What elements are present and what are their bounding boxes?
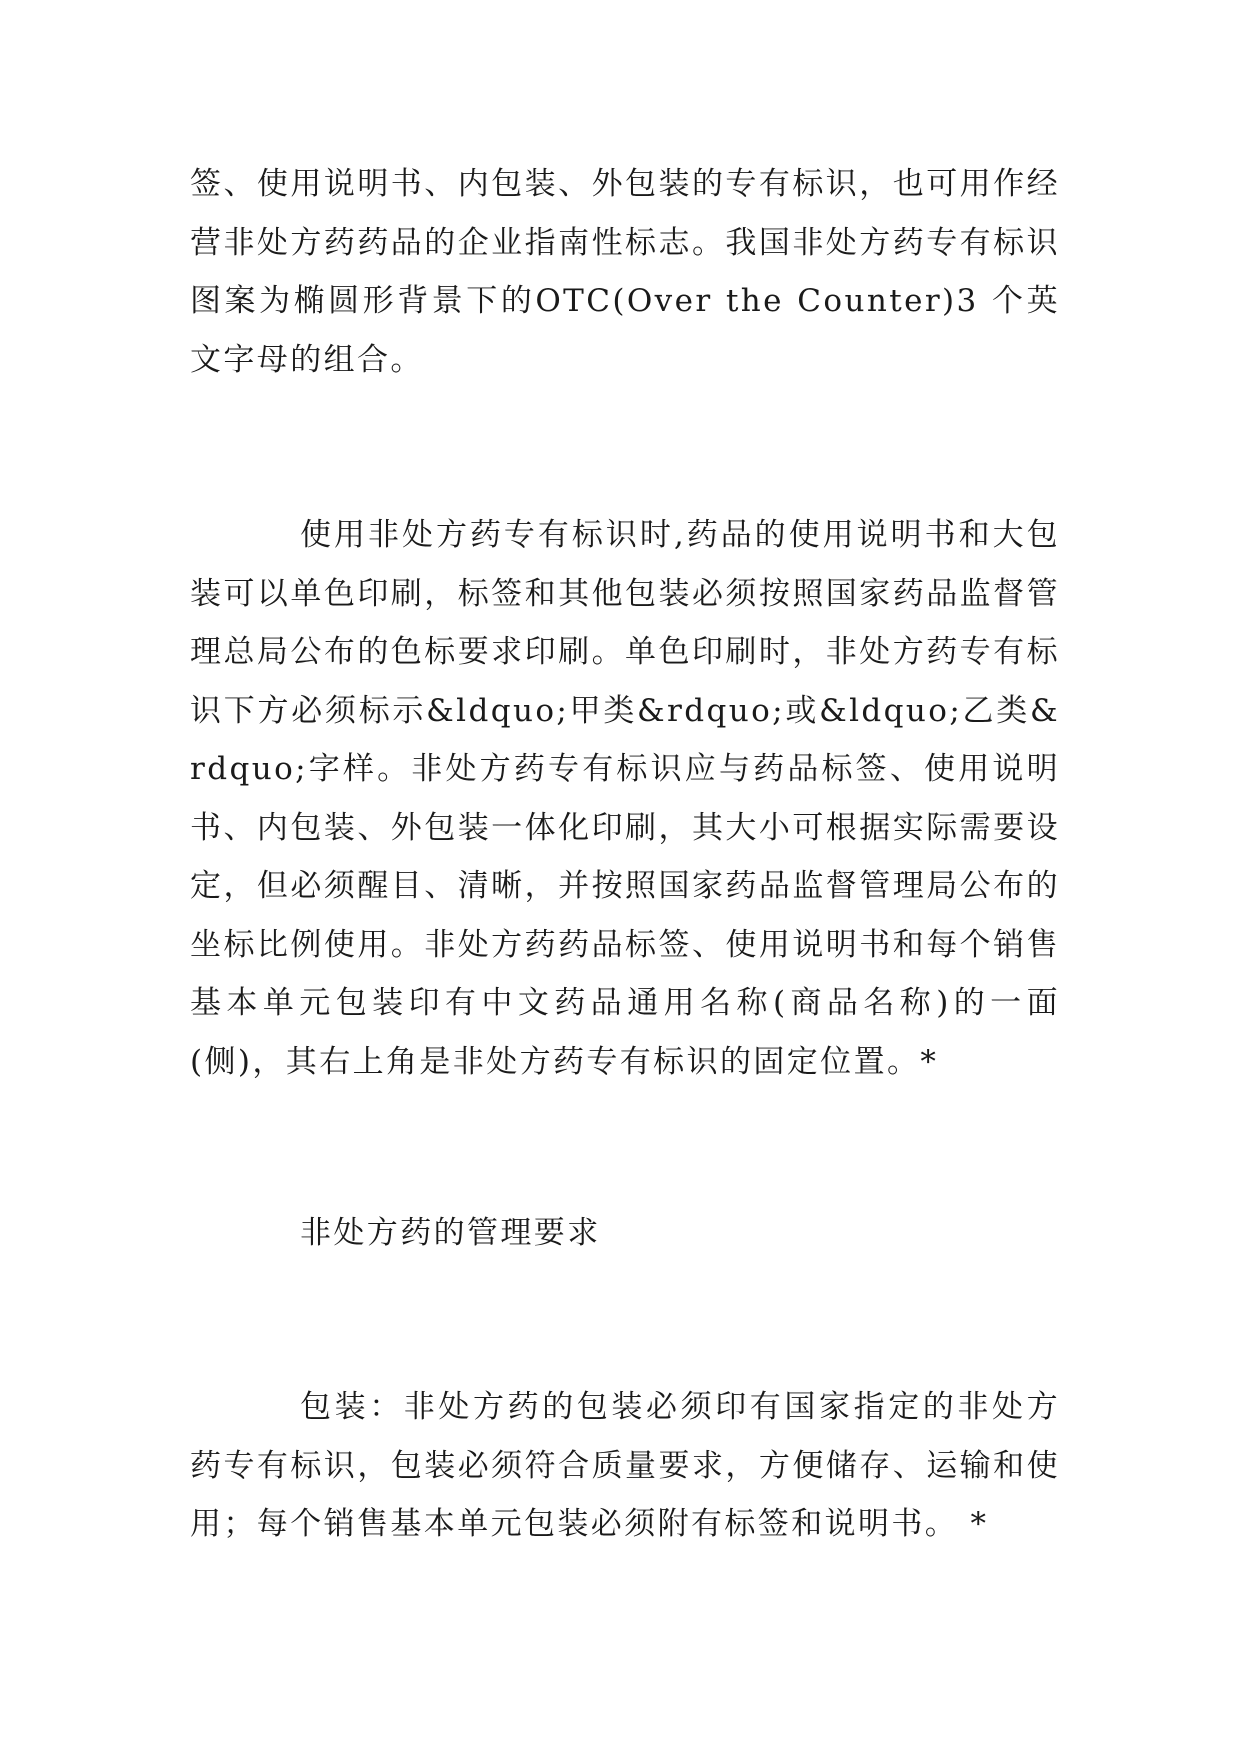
paragraph-otc-logo-description: 签、使用说明书、内包装、外包装的专有标识，也可用作经营非处方药药品的企业指南性标志。我国非处方药专有标识图案为椭圆形背景下的OTC(Over the Counter)3 个英文字母的组合。 <box>190 166 1060 378</box>
paragraph-logo-printing-rules: 使用非处方药专有标识时,药品的使用说明书和大包装可以单色印刷，标签和其他包装必须按照国家药品监督管理总局公布的色标要求印刷。单色印刷时，非处方药专有标识下方必须标示&ldquo;甲类&rdquo;或&ldquo;乙类&rdquo;字样。非处方药专有标识应与药品标签、使用说明书、内包装、外包装一体化印刷，其大小可根据实际需要设定，但必须醒目、清晰，并按照国家药品监督管理局公布的坐标比例使用。非处方药药品标签、使用说明书和每个销售基本单元包装印有中文药品通用名称(商品名称)的一面(侧)，其右上角是非处方药专有标识的固定位置。* <box>190 517 1060 1080</box>
paragraph-packaging-requirements: 包装：非处方药的包装必须印有国家指定的非处方药专有标识，包装必须符合质量要求，方便储存、运输和使用；每个销售基本单元包装必须附有标签和说明书。 * <box>190 1389 1060 1542</box>
section-heading-management-requirements: 非处方药的管理要求 <box>300 1215 601 1251</box>
